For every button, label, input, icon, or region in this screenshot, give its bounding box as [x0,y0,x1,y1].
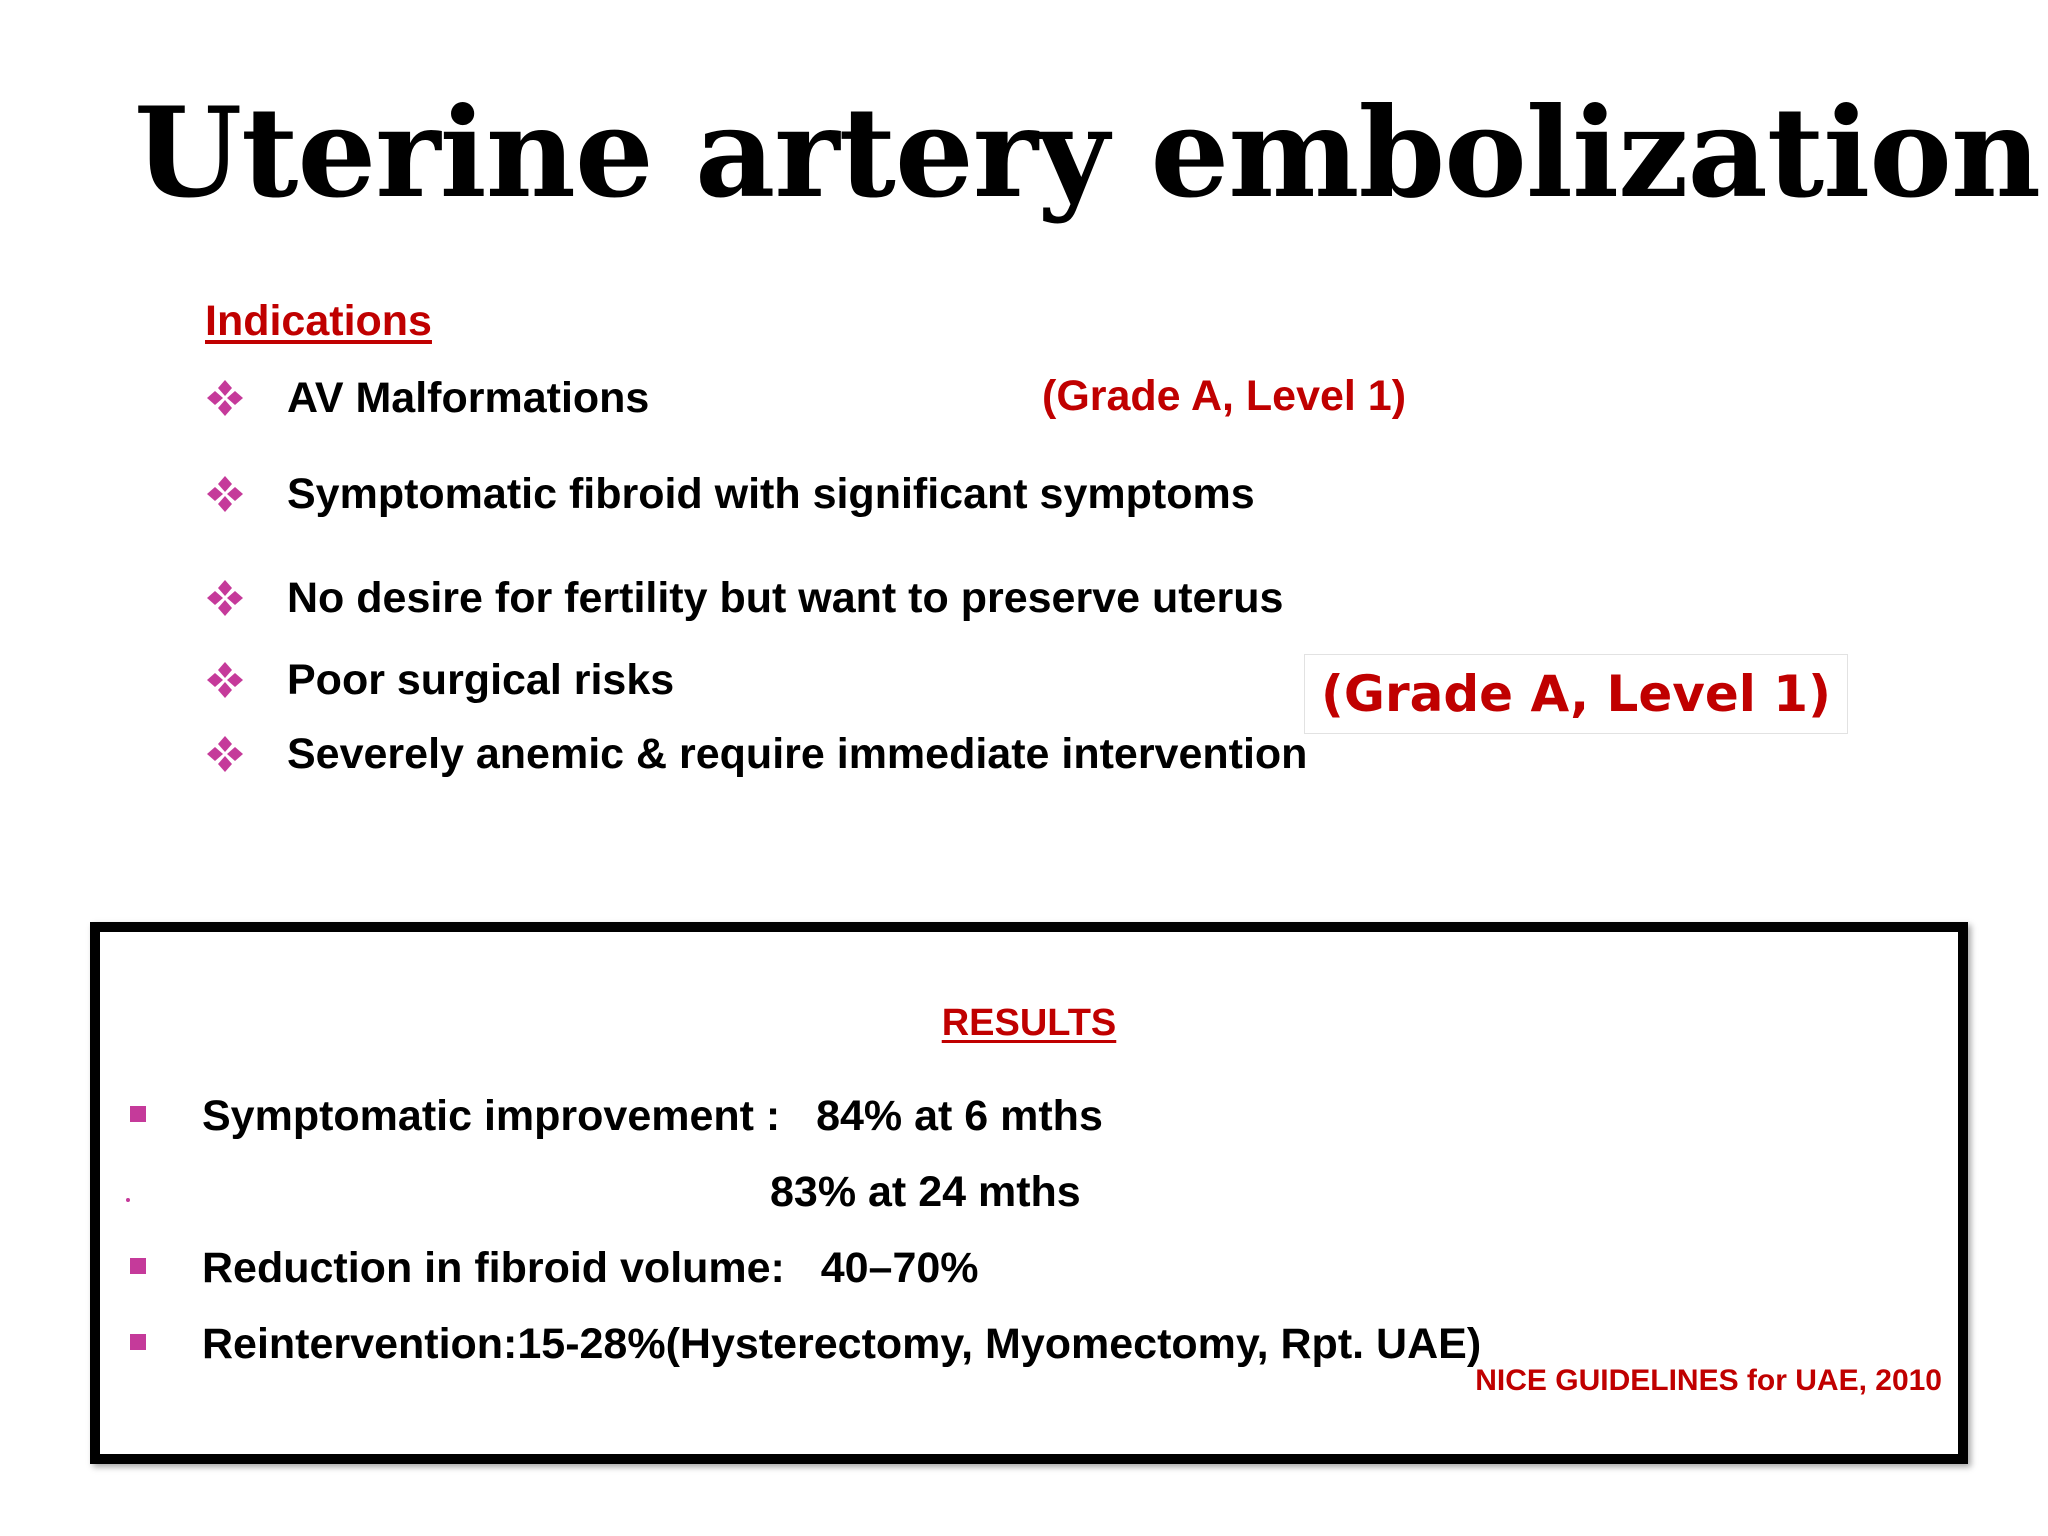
result-text: 83% at 24 mths [770,1167,1081,1216]
indication-text: Symptomatic fibroid with significant symptoms [287,469,1255,518]
citation: NICE GUIDELINES for UAE, 2010 [1475,1364,1942,1397]
four-diamond-bullet-icon [205,578,263,618]
results-heading: RESULTS [941,1002,1117,1044]
four-diamond-bullet-icon [205,734,263,774]
grade-label-box: (Grade A, Level 1) [1304,654,1848,734]
four-diamond-bullet-icon [205,378,263,418]
indication-text: Poor surgical risks [287,655,675,704]
slide-title: Uterine artery embolization [134,81,2041,226]
square-bullet-icon [130,1106,146,1122]
indications-heading: Indications [205,297,432,345]
indication-item [205,370,649,426]
indication-item [205,726,1307,782]
indication-item [205,570,1283,626]
indication-item [205,466,1255,522]
square-bullet-icon [130,1334,146,1350]
indication-text: No desire for fertility but want to preserve uterus [287,573,1284,622]
square-bullet-icon [130,1258,146,1274]
result-text: Reintervention:15-28%(Hysterectomy, Myomectomy, Rpt. UAE) [202,1319,1482,1368]
indication-text: AV Malformations [287,373,650,422]
four-diamond-bullet-icon [205,474,263,514]
indication-item [205,652,674,708]
dot-bullet-icon [126,1198,130,1202]
results-box [90,922,1968,1464]
result-text: Reduction in fibroid volume: 40–70% [202,1243,979,1292]
result-text: Symptomatic improvement : 84% at 6 mths [202,1091,1103,1140]
grade-label-inline: (Grade A, Level 1) [1042,372,1407,420]
indication-text: Severely anemic & require immediate intervention [287,729,1308,778]
four-diamond-bullet-icon [205,660,263,700]
